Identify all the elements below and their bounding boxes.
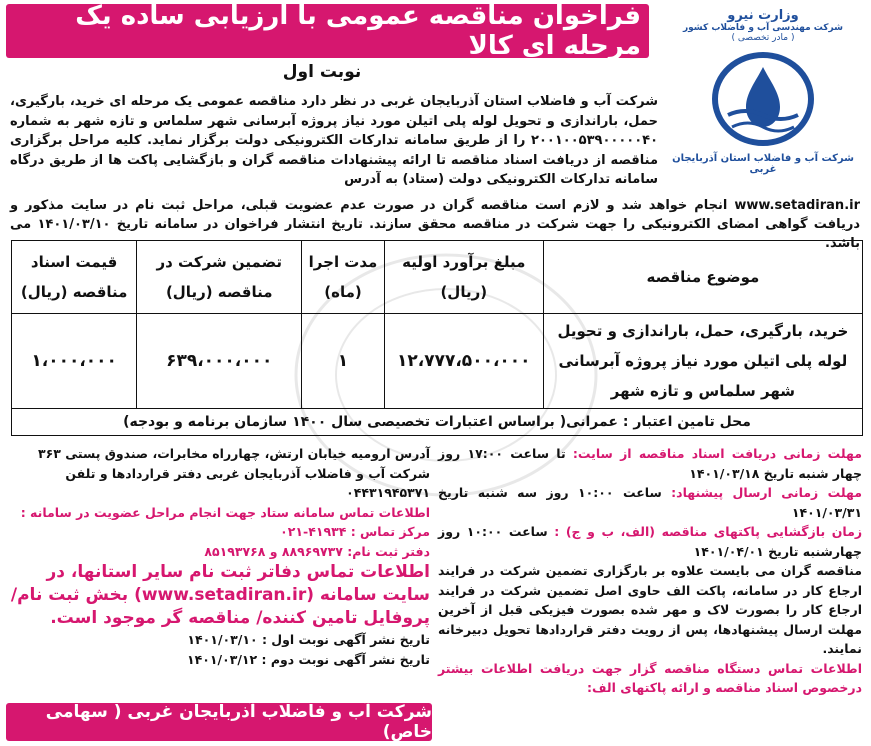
funding-source: محل تامین اعتبار : عمرانی( براساس اعتبارات تخصیصی سال ۱۴۰۰ سازمان برنامه و بودجه) bbox=[12, 409, 863, 436]
registration-office: دفتر ثبت نام: ۸۸۹۶۹۷۳۷ و ۸۵۱۹۳۷۶۸ bbox=[204, 543, 430, 559]
footer-company: شرکت آب و فاضلاب آذربایجان غربی ( سهامی خاص) bbox=[6, 703, 432, 741]
ministry-name: وزارت نیرو bbox=[727, 8, 799, 23]
parent-company-name: شرکت مهندسی آب و فاضلاب کشور bbox=[682, 23, 843, 33]
water-drop-logo-icon bbox=[708, 49, 818, 149]
guarantee-note: مناقصه گران می بایست علاوه بر بارگزاری تضمین شرکت در فرایند ارجاع کار در سامانه، پاکت الف حاوی اصل تضمین شرکت در فرایند ارجاع کار را بصورت لاک و مهر شده بصورت فیزیکی قبل از آخرین مهلت ارسال پیشنهادها، پس از رویت دفتر قراردادها تحویل دبیرخانه نمایند. bbox=[438, 563, 862, 656]
header-subject: موضوع مناقصه bbox=[543, 241, 862, 314]
cell-doc-price: ۱،۰۰۰،۰۰۰ bbox=[12, 314, 137, 409]
contact-column bbox=[10, 444, 430, 669]
page-title: فراخوان مناقصه عمومی با ارزیابی ساده یک مرحله ای کالا bbox=[6, 4, 649, 58]
cell-duration: ۱ bbox=[302, 314, 385, 409]
intro-paragraph: شرکت آب و فاضلاب استان آذربایجان غربی در نظر دارد مناقصه عمومی یک مرحله ای خرید، بارگیری، حمل، باراندازی و تحویل لوله پلی اتیلن مورد نیاز پروژه آبرسانی شهر سلماس و تازه شهر به شماره ۲۰۰۱۰۰۵۳۹۰۰۰۰۰۴۰ را از طریق سامانه تدارکات الکترونیکی دولت برگزار نماید. کلیه مراحل برگزاری مناقصه از دریافت اسناد مناقصه تا ارائه پیشنهادات مناقصه گران و بازگشایی پاکت ها از طریق درگاه سامانه تدارکات الکترونیکی دولت (ستاد) به آدرس bbox=[10, 94, 658, 187]
header-estimate: مبلغ برآورد اولیه (ریال) bbox=[384, 241, 543, 314]
opening-label: زمان بازگشایی پاکتهای مناقصه (الف، ب و ج) : bbox=[554, 524, 863, 539]
company-logo-block bbox=[660, 4, 866, 202]
provinces-notice: اطلاعات تماس دفاتر ثبت نام سایر استانها، در سایت سامانه (www.setadiran.ir) بخش ثبت نام/پروفایل تامین کننده/ مناقصه گر موجود است. bbox=[10, 562, 430, 628]
setad-contact-title: اطلاعات تماس سامانه ستاد جهت انجام مراحل عضویت در سامانه : bbox=[20, 504, 430, 520]
intro-paragraph-2: www.setadiran.ir انجام خواهد شد و لازم است مناقصه گران در صورت عدم عضویت قبلی، مراحل ثبت نام در سایت مذکور و دریافت گواهی امضای الکترونیکی را جهت شرکت در مناقصه محقق سازند. تاریخ انتشار فراخوان در سامانه تاریخ ۱۴۰۱/۰۳/۱۰ می باشد. bbox=[10, 198, 860, 251]
contact-note: اطلاعات تماس دستگاه مناقصه گزار جهت دریافت اطلاعات بیشتر درخصوص اسناد مناقصه و ارائه پاکتهای الف: bbox=[438, 660, 862, 695]
table-row bbox=[12, 314, 863, 409]
submit-deadline-label: مهلت زمانی ارسال پیشنهاد: bbox=[671, 485, 862, 500]
table-header-row bbox=[12, 241, 863, 314]
parent-company-sub: ( مادر تخصصی ) bbox=[731, 33, 795, 43]
cell-subject: خرید، بارگیری، حمل، باراندازی و تحویل لوله پلی اتیلن مورد نیاز پروژه آبرسانی شهر سلماس و تازه شهر bbox=[543, 314, 862, 409]
first-publication-date: تاریخ نشر آگهی نوبت اول : ۱۴۰۱/۰۳/۱۰ bbox=[187, 632, 430, 647]
opening-time bbox=[438, 522, 862, 561]
company-name: شرکت آب و فاضلاب استان آذربایجان غربی bbox=[672, 153, 854, 175]
doc-deadline-label: مهلت زمانی دریافت اسناد مناقصه از سایت: bbox=[572, 446, 862, 461]
header-doc-price: قیمت اسناد مناقصه (ریال) bbox=[12, 241, 137, 314]
cell-guarantee: ۶۳۹،۰۰۰،۰۰۰ bbox=[137, 314, 302, 409]
doc-deadline-value: تا ساعت ۱۷:۰۰ روز چهار شنبه تاریخ ۱۴۰۱/۰۳/۱۸ bbox=[438, 446, 862, 481]
second-publication-date: تاریخ نشر آگهی نوبت دوم : ۱۴۰۱/۰۳/۱۲ bbox=[186, 651, 430, 667]
opening-value: ساعت ۱۰:۰۰ روز چهارشنبه تاریخ ۱۴۰۱/۰۴/۰۱ bbox=[438, 524, 862, 559]
cell-estimate: ۱۲،۷۷۷،۵۰۰،۰۰۰ bbox=[384, 314, 543, 409]
header-duration: مدت اجرا (ماه) bbox=[302, 241, 385, 314]
doc-deadline bbox=[438, 444, 862, 483]
funding-row bbox=[12, 409, 863, 436]
header-guarantee: تضمین شرکت در مناقصه (ریال) bbox=[137, 241, 302, 314]
address: آدرس ارومیه خیابان ارتش، چهارراه مخابرات، صندوق پستی ۳۶۳ شرکت آب و فاضلاب آذربایجان غربی دفتر قراردادها و تلفن ۰۴۴۳۱۹۴۵۳۷۱ bbox=[37, 446, 430, 500]
tender-table bbox=[11, 240, 863, 436]
turn-label: نوبت اول bbox=[282, 62, 362, 82]
submit-deadline bbox=[438, 483, 862, 522]
submit-deadline-value: ساعت ۱۰:۰۰ روز سه شنبه تاریخ ۱۴۰۱/۰۳/۳۱ bbox=[438, 485, 862, 520]
deadlines-column bbox=[438, 444, 862, 698]
call-center: مرکز تماس : ۴۱۹۳۴-۰۲۱ bbox=[280, 524, 430, 539]
